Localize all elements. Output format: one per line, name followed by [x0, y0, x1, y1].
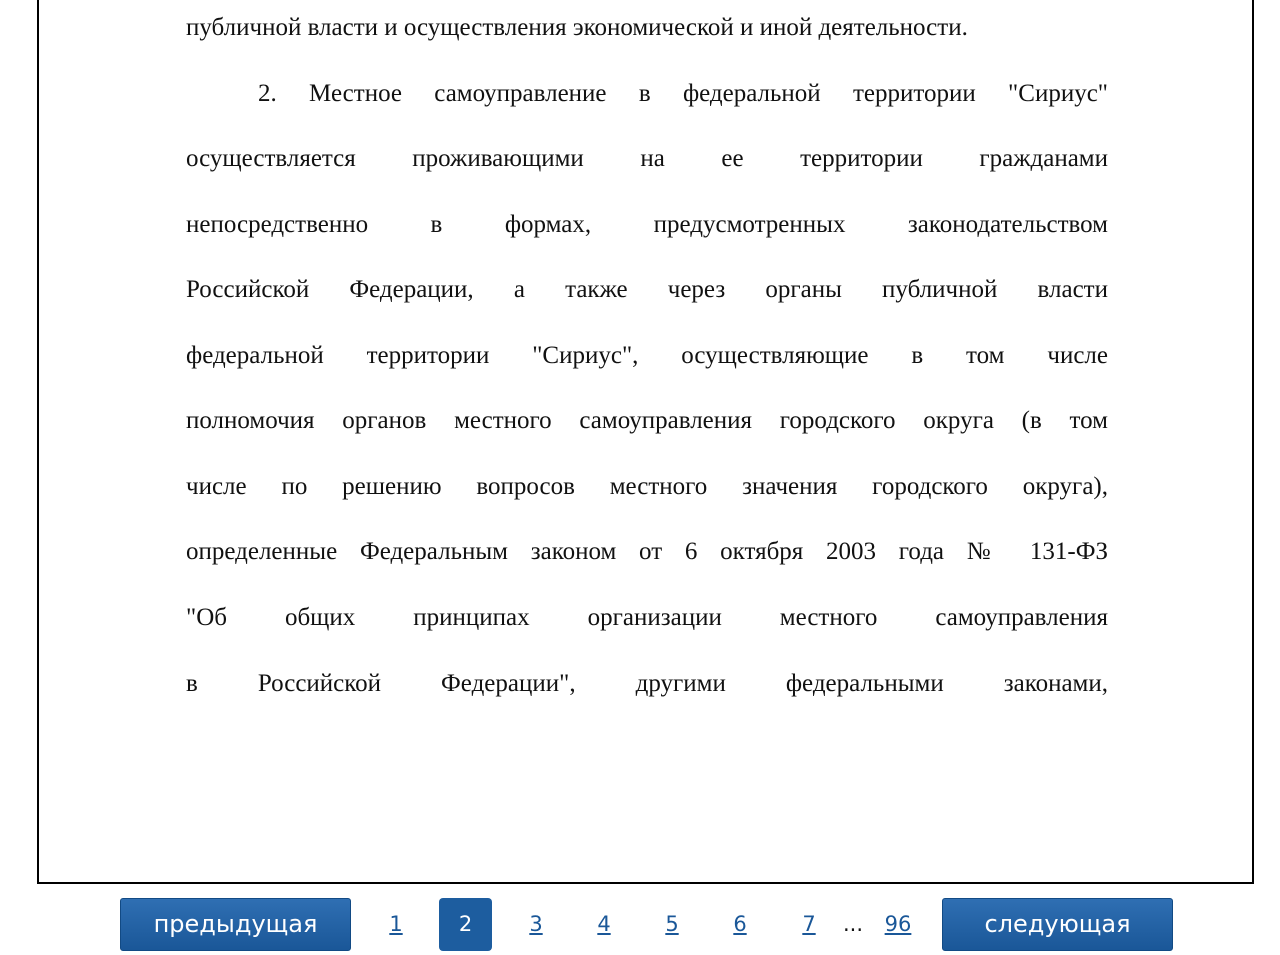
- doc-line-7: полномочия органов местного самоуправления городского округа (в том: [186, 407, 1108, 434]
- doc-line-11: в Российской Федерации", другими федеральными законами,: [186, 670, 1108, 697]
- doc-line-6: федеральной территории "Сириус", осуществляющие в том числе: [186, 342, 1108, 369]
- doc-line-1: публичной власти и осуществления экономической и иной деятельности.: [186, 14, 968, 41]
- page-link-6[interactable]: 6: [733, 912, 747, 936]
- page-link-last[interactable]: 96: [884, 912, 912, 936]
- page-link-3[interactable]: 3: [529, 912, 543, 936]
- page-link-5[interactable]: 5: [665, 912, 679, 936]
- page-link-1[interactable]: 1: [389, 912, 403, 936]
- pagination-ellipsis: ...: [843, 912, 864, 936]
- page-link-7[interactable]: 7: [802, 912, 816, 936]
- doc-line-9: определенные Федеральным законом от 6 октября 2003 года № 131-ФЗ: [186, 538, 1108, 565]
- doc-line-10: "Об общих принципах организации местного самоуправления: [186, 604, 1108, 631]
- document-page: [37, 0, 1254, 884]
- next-page-button[interactable]: следующая: [942, 898, 1173, 951]
- pagination: [0, 898, 1280, 952]
- doc-line-4: непосредственно в формах, предусмотренных законодательством: [186, 211, 1108, 238]
- previous-page-button[interactable]: предыдущая: [120, 898, 351, 951]
- page-link-4[interactable]: 4: [597, 912, 611, 936]
- doc-line-5: Российской Федерации, а также через органы публичной власти: [186, 276, 1108, 303]
- doc-line-3: осуществляется проживающими на ее территории гражданами: [186, 145, 1108, 172]
- doc-line-2: 2. Местное самоуправление в федеральной территории "Сириус": [258, 80, 1108, 107]
- page-link-2-current[interactable]: 2: [439, 898, 492, 951]
- doc-line-8: числе по решению вопросов местного значения городского округа),: [186, 473, 1108, 500]
